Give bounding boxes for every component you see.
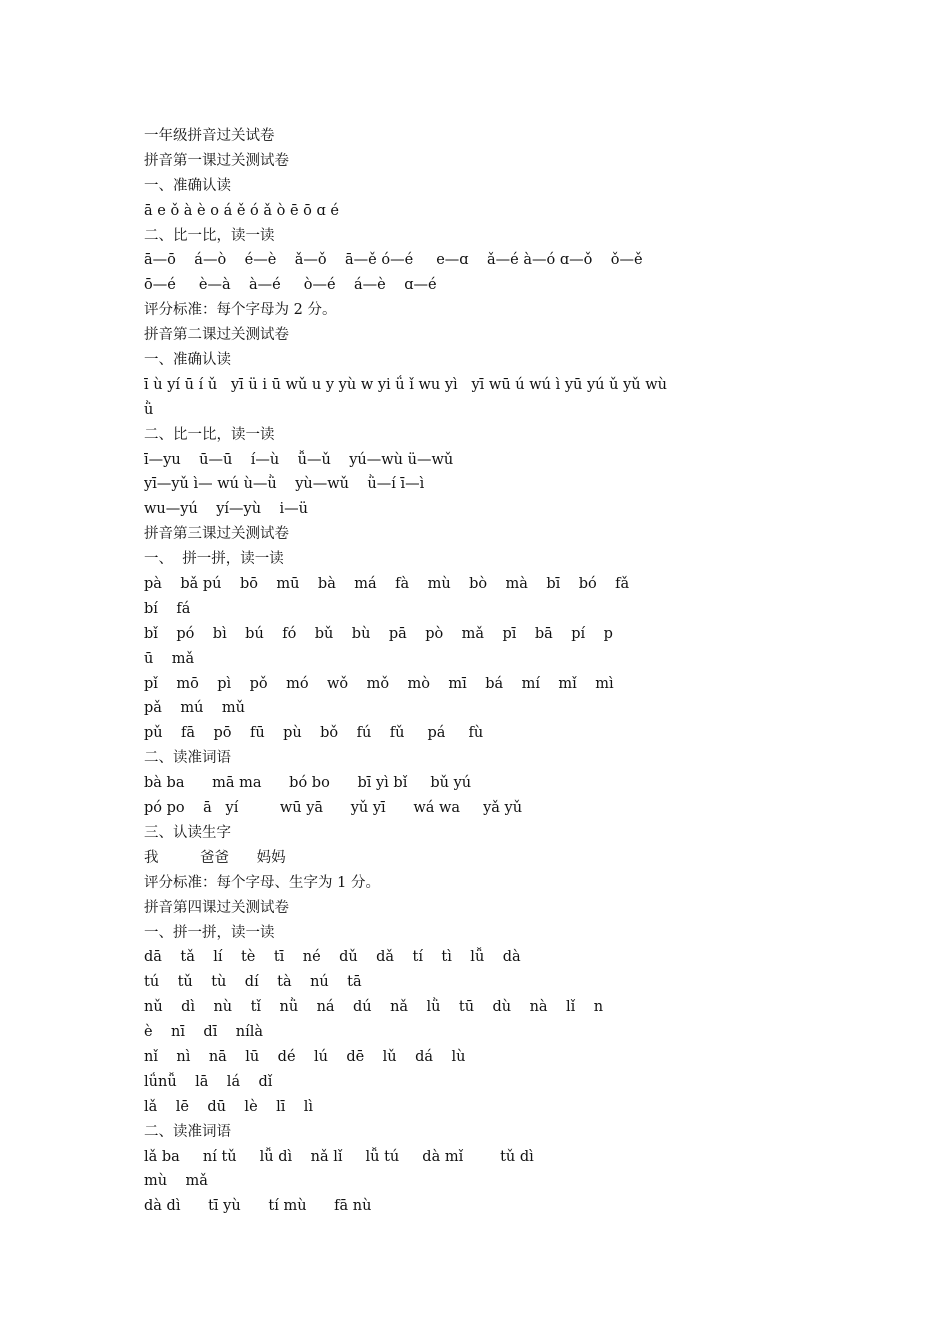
text-line: ā e ǒ à è o á ě ó ǎ ò ē ō ɑ é bbox=[144, 202, 339, 219]
text-line: ō—é è—à à—é ò—é á—è ɑ—é bbox=[144, 277, 437, 294]
text-line: 一、准确认读 bbox=[144, 352, 231, 369]
text-line: 二、比一比，读一读 bbox=[144, 426, 275, 443]
text-line: nǔ dì nù tǐ nǜ ná dú nǎ lǜ tū dù nà lǐ n bbox=[144, 999, 604, 1016]
text-line: tú tǔ tù dí tà nú tā bbox=[144, 974, 362, 991]
text-line: 二、读准词语 bbox=[144, 750, 231, 767]
text-line: dā tǎ lí tè tī né dǔ dǎ tí tì lǚ dà bbox=[144, 949, 521, 966]
text-line: 评分标准：每个字母、生字为 1 分。 bbox=[144, 874, 380, 891]
text-line: pó po ā yí wū yā yǔ yī wá wa yǎ yǔ bbox=[144, 800, 523, 817]
document-body bbox=[144, 124, 824, 1219]
text-line: yī—yǔ ì— wú ù—ǜ yù—wǔ ǜ—í ī—ì bbox=[144, 476, 425, 493]
text-line: ū mǎ bbox=[144, 650, 195, 667]
text-line: 拼音第二课过关测试卷 bbox=[144, 327, 289, 344]
text-line: pǎ mú mǔ bbox=[144, 700, 245, 717]
text-line: 拼音第三课过关测试卷 bbox=[144, 526, 289, 543]
text-line: ī ù yí ū í ǔ yī ü i ū wǔ u y yù w yi ǘ ǐ wu yì yī wū ú wú ì yū yú ǔ yǔ wù bbox=[144, 376, 667, 393]
text-line: lǘnǚ lā lá dǐ bbox=[144, 1073, 273, 1090]
text-line: 拼音第一课过关测试卷 bbox=[144, 152, 289, 169]
text-line: 一年级拼音过关试卷 bbox=[144, 128, 275, 144]
text-line: nǐ nì nā lū dé lú dē lǔ dá lù bbox=[144, 1048, 466, 1065]
text-line: 二、比一比，读一读 bbox=[144, 227, 275, 244]
text-line: lǎ ba ní tǔ lǚ dì nǎ lǐ lǚ tú dà mǐ tǔ dì bbox=[144, 1148, 534, 1165]
text-line: dà dì tī yù tí mù fā nù bbox=[144, 1198, 372, 1215]
text-line: 二、读准词语 bbox=[144, 1123, 231, 1140]
text-line: bǐ pó bì bú fó bǔ bù pā pò mǎ pī bā pí p bbox=[144, 625, 613, 642]
text-line: bí fá bbox=[144, 600, 191, 617]
text-line: è nī dī nílà bbox=[144, 1024, 264, 1041]
text-line: pà bǎ pú bō mū bà má fà mù bò mà bī bó fǎ bbox=[144, 576, 630, 593]
text-line: ā—ō á—ò é—è ǎ—ǒ ā—ě ó—é e—ɑ ǎ—é à—ó ɑ—ǒ ǒ—ě bbox=[144, 252, 643, 269]
text-line: ǜ bbox=[144, 401, 154, 418]
text-line: wu—yú yí—yù i—ü bbox=[144, 501, 308, 518]
text-line: 拼音第四课过关测试卷 bbox=[144, 899, 289, 916]
text-line: 一、 拼一拼，读一读 bbox=[144, 551, 284, 568]
text-line: ī—yu ū—ū í—ù ǚ—ǔ yú—wù ü—wǔ bbox=[144, 451, 454, 468]
text-line: pǐ mō pì pǒ mó wǒ mǒ mò mī bá mí mǐ mì bbox=[144, 675, 614, 692]
text-line: 三、认读生字 bbox=[144, 824, 231, 841]
text-line: bà ba mā ma bó bo bī yì bǐ bǔ yú bbox=[144, 775, 472, 792]
text-line: 一、准确认读 bbox=[144, 177, 231, 194]
text-line: pǔ fā pō fū pù bǒ fú fǔ pá fù bbox=[144, 725, 484, 742]
text-line: lǎ lē dū lè lī lì bbox=[144, 1098, 314, 1115]
text-line: 我 爸爸 妈妈 bbox=[144, 849, 286, 866]
text-line: 一、拼一拼，读一读 bbox=[144, 924, 275, 941]
text-line: mù mǎ bbox=[144, 1173, 208, 1190]
text-line: 评分标准：每个字母为 2 分。 bbox=[144, 302, 337, 319]
